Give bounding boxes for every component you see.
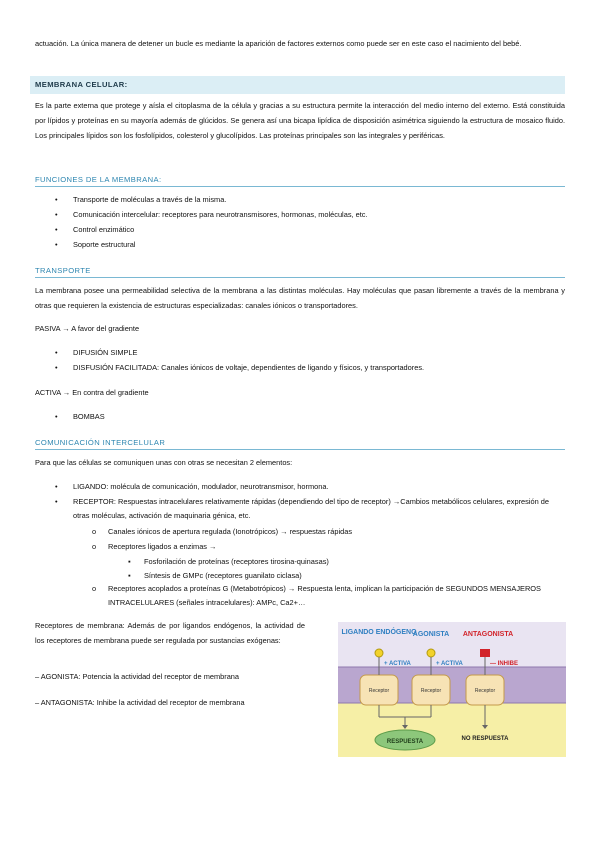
heading-transporte: TRANSPORTE [35,266,565,278]
receptores-paragraph: Receptores de membrana: Además de por ligandos endógenos, la actividad de los receptores de membrana puede ser regulada por sustancias exógenas: [35,621,305,645]
antagonista-line: – ANTAGONISTA: Inhibe la actividad del receptor de membrana [35,698,245,707]
cytoplasm-area [338,703,566,757]
list-item: • RECEPTOR: Respuestas intracelulares relativamente rápidas (dependiendo del tipo de receptor) →Cambios metabólicos celulares, expresión de otras moléculas, activación de maquinaria génica, etc. [55,497,549,520]
fig-receptor-1: Receptor [368,688,390,694]
agonista-line: – AGONISTA: Potencia la actividad del receptor de membrana [35,672,240,681]
comunicacion-intro: Para que las células se comuniquen unas con otras se necesitan 2 elementos: [35,458,293,467]
fig-receptor-3: Receptor [474,688,496,694]
receptor-figure [338,622,566,757]
list-item: • Soporte estructural [55,240,136,249]
fig-inhibe: — INHIBE [490,661,519,667]
membrana-paragraph: Es la parte externa que protege y aísla el citoplasma de la célula y gracias a su estructura permite la interacción del medio interno del externo. Está constituida por lípidos y proteínas en su mayoría además de glúcidos. Se genera así una bicapa lipídica de disposición asimétrica siguiendo la estructura de mosaico fluido. Los principales lípidos son los fosfolípidos, colesterol y glucolípidos. Las proteínas principales son las integrales y periféricas. [35,101,565,140]
list-item: • Control enzimático [55,225,135,234]
receptor-diagram [338,622,566,757]
transporte-paragraph: La membrana posee una permeabilidad selectiva de la membrana a las distintas moléculas. Hay moléculas que pasan libremente a través de la membrana y otras que requieren la existencia de estructuras especializadas: canales iónicos o transportadores. [35,286,565,310]
fig-agonista-label: AGONISTA [412,631,450,638]
list-item: • LIGANDO: molécula de comunicación, modulador, neurotransmisor, hormona. [55,482,329,491]
subsub-item: ▪ Fosforilación de proteínas (receptores tirosina-quinasas) [128,557,329,566]
intro-paragraph: actuación. La única manera de detener un bucle es mediante la aparición de factores externos como puede ser en este caso el nacimiento del bebé. [35,39,522,48]
fig-no-respuesta: NO RESPUESTA [461,736,509,742]
pasiva-label: PASIVA → A favor del gradiente [35,324,140,333]
sub-item: o Canales iónicos de apertura regulada (Ionotrópicos) → respuestas rápidas [92,527,353,536]
sub-item: o Receptores ligados a enzimas → [92,542,217,551]
sub-item: o Receptores acoplados a proteínas G (Metabotrópicos) → Respuesta lenta, implican la participación de SEGUNDOS MENSAJEROS INTRACELULARES (señales intracelulares): AMPc, Ca2+… [92,584,541,607]
fig-ligando-label: LIGANDO ENDÓGENO [341,629,417,636]
list-item: • DISFUSIÓN FACILITADA: Canales iónicos de voltaje, dependientes de ligando y físicos, y transportadores. [55,363,425,372]
subsub-item: ▪ Síntesis de GMPc (receptores guanilato ciclasa) [128,571,302,580]
list-item: • Comunicación intercelular: receptores para neurotransmisores, hormonas, moléculas, etc. [55,210,368,219]
fig-activa-1: + ACTIVA [384,661,411,667]
agonist-icon [427,649,435,657]
fig-respuesta: RESPUESTA [386,739,424,745]
heading-comunicacion: COMUNICACIÓN INTERCELULAR [35,438,565,450]
antagonist-icon [480,649,490,657]
fig-receptor-2: Receptor [420,688,442,694]
heading-funciones: FUNCIONES DE LA MEMBRANA: [35,175,565,187]
list-item: • DIFUSIÓN SIMPLE [55,348,138,357]
fig-activa-2: + ACTIVA [436,661,463,667]
ligand-icon [375,649,383,657]
fig-antagonista-label: ANTAGONISTA [462,631,514,638]
heading-membrana: MEMBRANA CELULAR: [30,76,565,94]
list-item: • BOMBAS [55,412,105,421]
activa-label: ACTIVA → En contra del gradiente [35,388,149,397]
list-item: • Transporte de moléculas a través de la misma. [55,195,227,204]
